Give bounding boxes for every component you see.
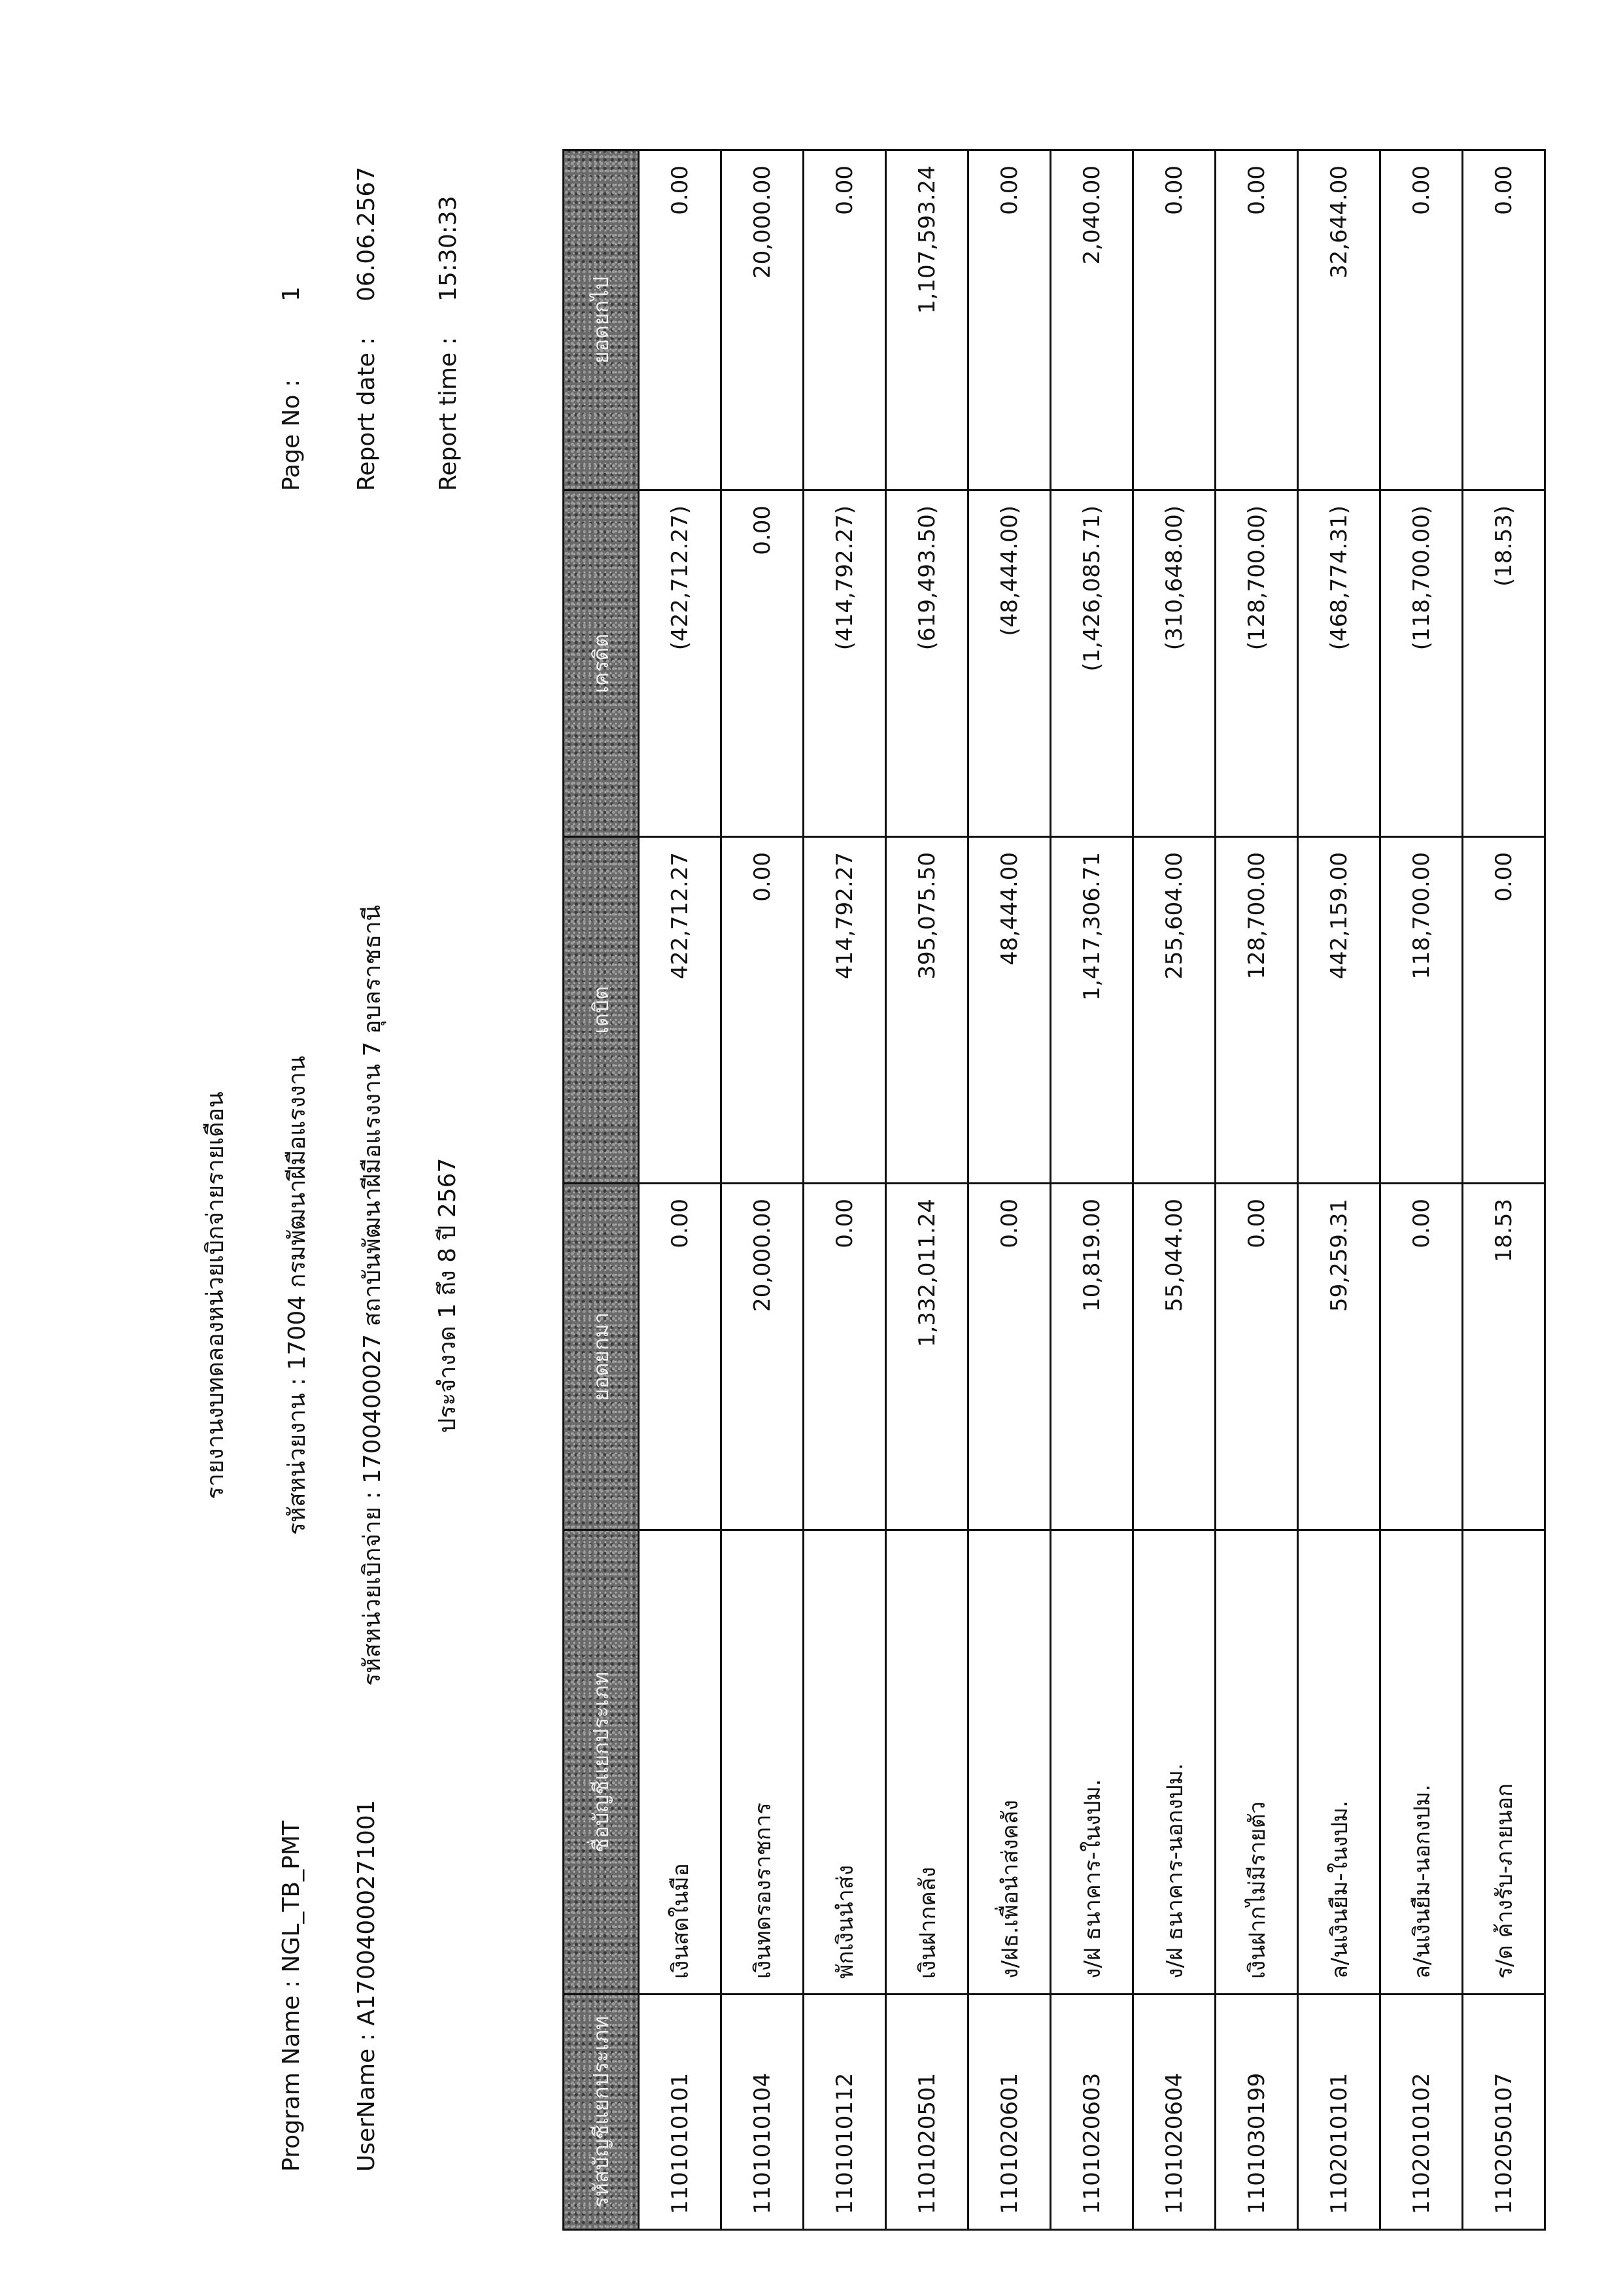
- cell-account-name: ง/ฝ ธนาคาร-นอกงปม.: [1133, 1530, 1216, 1995]
- cell-credit: (118,700.00): [1380, 490, 1463, 837]
- cell-carried-forward: 0.00: [1216, 150, 1298, 490]
- cell-carried-forward: 0.00: [1463, 150, 1545, 490]
- trial-balance-table: [562, 149, 1546, 2231]
- table-row: [886, 150, 968, 2230]
- table-row: [1216, 150, 1298, 2230]
- cell-brought-forward: 0.00: [1216, 1184, 1298, 1530]
- cell-carried-forward: 2,040.00: [1051, 150, 1133, 490]
- cell-debit: 118,700.00: [1380, 837, 1463, 1184]
- table-row: [639, 150, 721, 2230]
- cell-carried-forward: 0.00: [968, 150, 1051, 490]
- cell-carried-forward: 0.00: [804, 150, 886, 490]
- table-row: [804, 150, 886, 2230]
- cell-credit: (422,712.27): [639, 490, 721, 837]
- cell-credit: (18.53): [1463, 490, 1545, 837]
- cell-account-code: 1102010102: [1380, 1995, 1463, 2230]
- cell-credit: (619,493.50): [886, 490, 968, 837]
- cell-account-code: 1101010101: [639, 1995, 721, 2230]
- cell-account-name: ล/นเงินยืม-นอกงปม.: [1380, 1530, 1463, 1995]
- cell-account-code: 1101020603: [1051, 1995, 1133, 2230]
- agency-line: รหัสหน่วยงาน : 17004 กรมพัฒนาฝีมือแรงงาน: [284, 1055, 311, 1535]
- cell-carried-forward: 32,644.00: [1298, 150, 1380, 490]
- cell-brought-forward: 20,000.00: [721, 1184, 804, 1530]
- cell-account-name: ง/ฝธ.เพื่อนำส่งคลัง: [968, 1530, 1051, 1995]
- table-row: [1380, 150, 1463, 2230]
- cell-brought-forward: 55,044.00: [1133, 1184, 1216, 1530]
- table-row: [1133, 150, 1216, 2230]
- cell-brought-forward: 18.53: [1463, 1184, 1545, 1530]
- col-header-credit: เครดิต: [564, 490, 639, 837]
- cell-debit: 0.00: [721, 837, 804, 1184]
- period-line: ประจำงวด 1 ถึง 8 ปี 2567: [434, 1157, 461, 1433]
- cell-debit: 422,712.27: [639, 837, 721, 1184]
- cell-account-code: 1102010101: [1298, 1995, 1380, 2230]
- cell-account-name: พักเงินนำส่ง: [804, 1530, 886, 1995]
- cell-brought-forward: 59,259.31: [1298, 1184, 1380, 1530]
- cell-account-code: 1101020601: [968, 1995, 1051, 2230]
- col-header-brought-forward: ยอดยกมา: [564, 1184, 639, 1530]
- cell-credit: (414,792.27): [804, 490, 886, 837]
- cell-debit: 255,604.00: [1133, 837, 1216, 1184]
- cell-account-code: 1102050107: [1463, 1995, 1545, 2230]
- cell-account-code: 1101010112: [804, 1995, 886, 2230]
- col-header-debit: เดบิต: [564, 837, 639, 1184]
- cell-credit: (310,648.00): [1133, 490, 1216, 837]
- col-header-account-code: รหัสบัญชีแยกประเภท: [564, 1995, 639, 2230]
- cell-brought-forward: 0.00: [968, 1184, 1051, 1530]
- cell-account-code: 1101010104: [721, 1995, 804, 2230]
- cell-carried-forward: 0.00: [639, 150, 721, 490]
- cell-carried-forward: 0.00: [1380, 150, 1463, 490]
- report-title: รายงานงบทดลองหน่วยเบิกจ่ายรายเดือน: [202, 1091, 229, 1499]
- report-date-label: Report date :: [353, 337, 380, 491]
- cell-debit: 48,444.00: [968, 837, 1051, 1184]
- table-header-row: [564, 150, 639, 2230]
- cell-carried-forward: 1,107,593.24: [886, 150, 968, 490]
- cell-brought-forward: 0.00: [1380, 1184, 1463, 1530]
- cell-account-name: ร/ด ค้างรับ-ภายนอก: [1463, 1530, 1545, 1995]
- table-row: [1051, 150, 1133, 2230]
- col-header-carried-forward: ยอดยกไป: [564, 150, 639, 490]
- cell-debit: 414,792.27: [804, 837, 886, 1184]
- cell-carried-forward: 0.00: [1133, 150, 1216, 490]
- cell-debit: 128,700.00: [1216, 837, 1298, 1184]
- cell-account-code: 1101020604: [1133, 1995, 1216, 2230]
- cell-account-code: 1101020501: [886, 1995, 968, 2230]
- col-header-account-name: ชื่อบัญชีแยกประเภท: [564, 1530, 639, 1995]
- cell-account-name: ง/ฝ ธนาคาร-ในงปม.: [1051, 1530, 1133, 1995]
- table-row: [1298, 150, 1380, 2230]
- cell-credit: (1,426,085.71): [1051, 490, 1133, 837]
- cell-brought-forward: 0.00: [804, 1184, 886, 1530]
- cell-debit: 395,075.50: [886, 837, 968, 1184]
- cell-account-name: เงินฝากคลัง: [886, 1530, 968, 1995]
- cell-brought-forward: 1,332,011.24: [886, 1184, 968, 1530]
- table-row: [1463, 150, 1545, 2230]
- cell-brought-forward: 10,819.00: [1051, 1184, 1133, 1530]
- cell-debit: 442,159.00: [1298, 837, 1380, 1184]
- cell-credit: (468,774.31): [1298, 490, 1380, 837]
- cell-carried-forward: 20,000.00: [721, 150, 804, 490]
- cell-account-name: เงินทดรองราชการ: [721, 1530, 804, 1995]
- report-time-label: Report time :: [435, 337, 462, 491]
- cell-account-name: ล/นเงินยืม-ในงปม.: [1298, 1530, 1380, 1995]
- table-row: [721, 150, 804, 2230]
- program-name: Program Name : NGL_TB_PMT: [278, 1821, 305, 2172]
- page-no-label: Page No :: [278, 379, 305, 491]
- report-time-value: 15:30:33: [435, 196, 462, 301]
- cell-debit: 1,417,306.71: [1051, 837, 1133, 1184]
- cell-credit: (48,444.00): [968, 490, 1051, 837]
- table-row: [968, 150, 1051, 2230]
- cell-account-name: เงินฝากไม่มีรายตัว: [1216, 1530, 1298, 1995]
- cell-account-code: 1101030199: [1216, 1995, 1298, 2230]
- user-name: UserName : A17004000271001: [353, 1800, 380, 2172]
- cell-brought-forward: 0.00: [639, 1184, 721, 1530]
- cell-credit: (128,700.00): [1216, 490, 1298, 837]
- page-no-value: 1: [278, 286, 305, 301]
- disbursement-unit-line: รหัสหน่วยเบิกจ่าย : 1700400027 สถาบันพัฒนาฝีมือแรงงาน 7 อุบลราชธานี: [359, 904, 386, 1687]
- cell-account-name: เงินสดในมือ: [639, 1530, 721, 1995]
- cell-credit: 0.00: [721, 490, 804, 837]
- report-date-value: 06.06.2567: [353, 166, 380, 301]
- cell-debit: 0.00: [1463, 837, 1545, 1184]
